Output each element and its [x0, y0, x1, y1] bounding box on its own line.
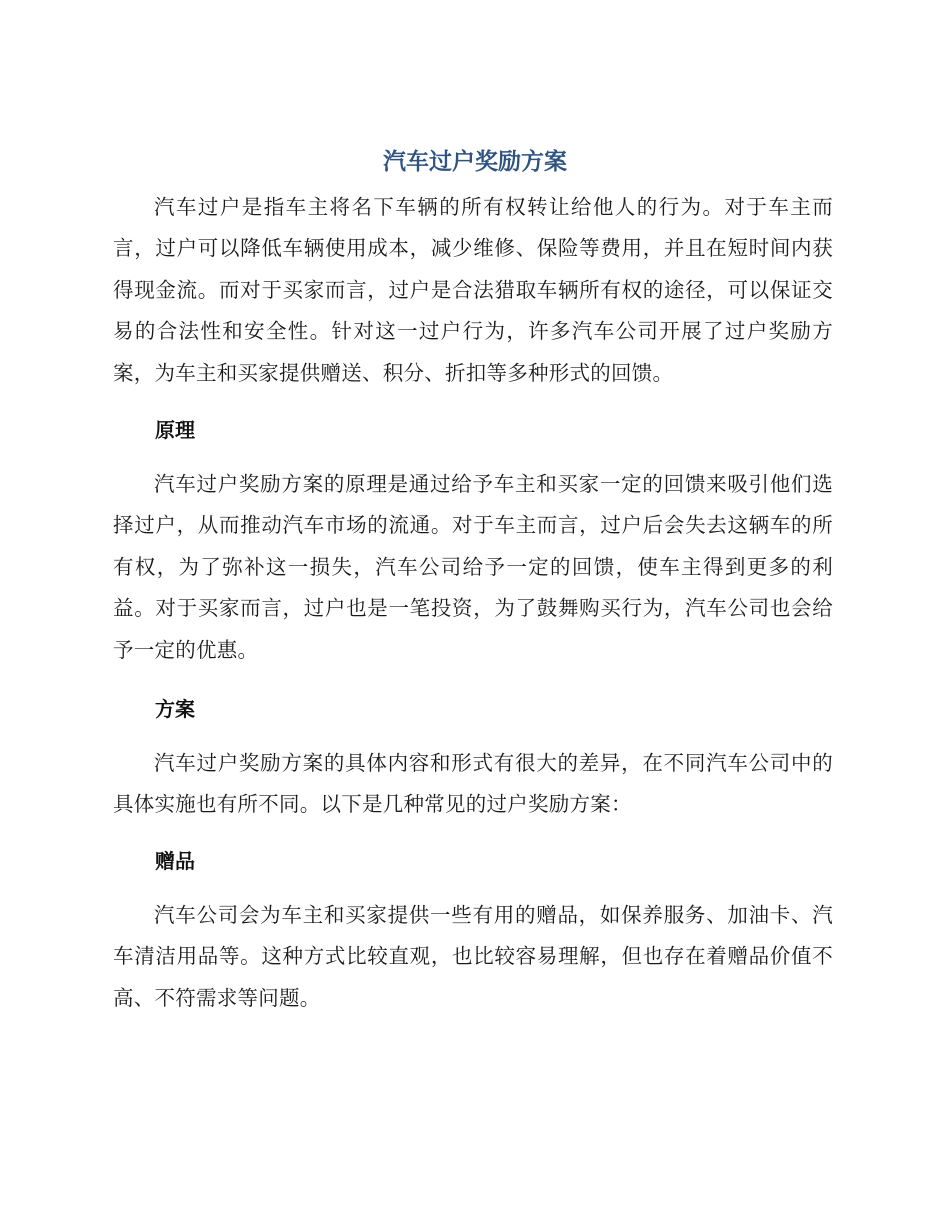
section-heading-plan: 方案 [155, 697, 195, 721]
section-body-plan: 汽车过户奖励方案的具体内容和形式有很大的差异，在不同汽车公司中的具体实施也有所不同。以下是几种常见的过户奖励方案： [113, 751, 833, 817]
section-body-principle: 汽车过户奖励方案的原理是通过给予车主和买家一定的回馈来吸引他们选择过户，从而推动汽车市场的流通。对于车主而言，过户后会失去这辆车的所有权，为了弥补这一损失，汽车公司给予一定的回馈，使车主得到更多的利益。对于买家而言，过户也是一笔投资，为了鼓舞购买行为，汽车公司也会给予一定的优惠。 [113, 472, 833, 662]
section-heading-principle: 原理 [155, 418, 195, 442]
section-body-gift: 汽车公司会为车主和买家提供一些有用的赠品，如保养服务、加油卡、汽车清洁用品等。这种方式比较直观，也比较容易理解，但也存在着赠品价值不高、不符需求等问题。 [113, 903, 833, 1010]
document-title: 汽车过户奖励方案 [383, 149, 567, 175]
intro-paragraph: 汽车过户是指车主将名下车辆的所有权转让给他人的行为。对于车主而言，过户可以降低车辆使用成本，减少维修、保险等费用，并且在短时间内获得现金流。而对于买家而言，过户是合法猎取车辆所有权的途径，可以保证交易的合法性和安全性。针对这一过户行为，许多汽车公司开展了过户奖励方案，为车主和买家提供赠送、积分、折扣等多种形式的回馈。 [113, 195, 833, 385]
section-heading-gift: 赠品 [155, 849, 195, 873]
